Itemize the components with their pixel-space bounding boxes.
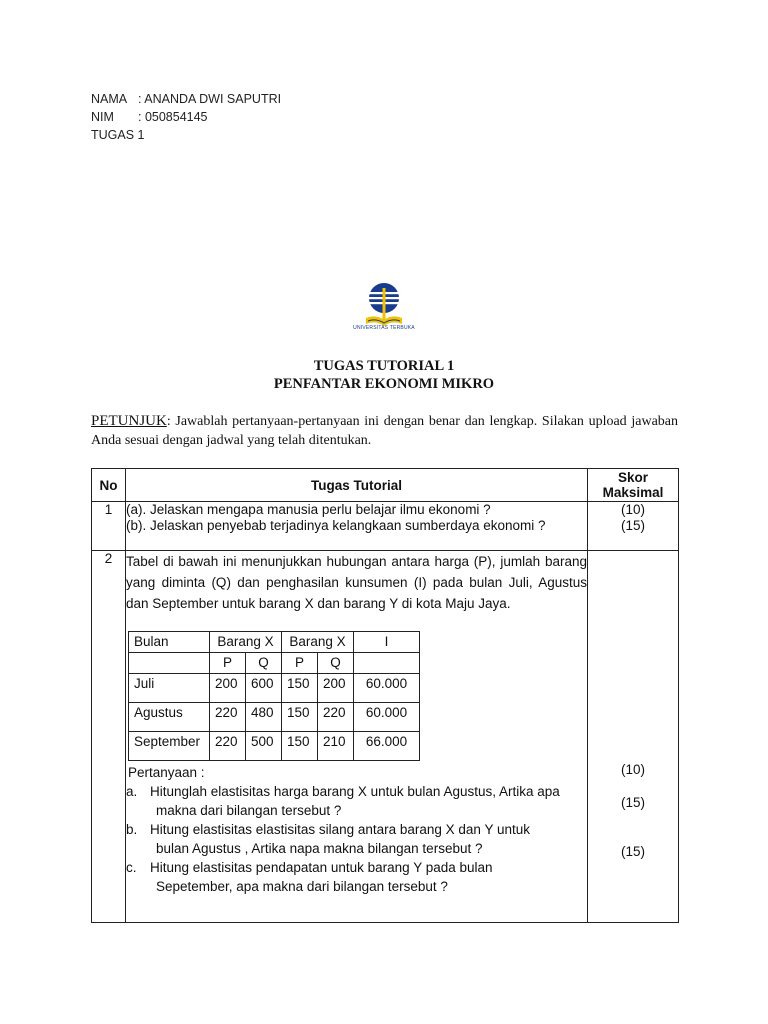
- header-task: Tugas Tutorial: [126, 469, 588, 502]
- cell-p1: 220: [210, 703, 246, 732]
- header-score: [588, 469, 679, 502]
- question-c-line-1: Hitung elastisitas pendapatan untuk barang Y pada bulan: [150, 860, 493, 875]
- name-value: : ANANDA DWI SAPUTRI: [138, 92, 282, 106]
- cell-bulan: September: [129, 732, 210, 761]
- cell-p2: 150: [282, 703, 318, 732]
- col-barang-2: Barang X: [282, 632, 354, 653]
- cell-q2: 220: [318, 703, 354, 732]
- q1-no: 1: [92, 502, 126, 551]
- cell-i: 60.000: [354, 703, 420, 732]
- table-row: [92, 551, 679, 923]
- cell-p1: 220: [210, 732, 246, 761]
- cell-bulan: Juli: [129, 674, 210, 703]
- col-i: I: [354, 632, 420, 653]
- table-row: [129, 703, 420, 732]
- question-b-line-2: bulan Agustus , Artika napa makna bilangan tersebut ?: [156, 841, 483, 856]
- table-row: [129, 732, 420, 761]
- question-b-line-1: Hitung elastisitas elastisitas silang antara barang X dan Y untuk: [150, 822, 530, 837]
- cell-bulan: Agustus: [129, 703, 210, 732]
- instructions-text: : Jawablah pertanyaan-pertanyaan ini dengan benar dan lengkap. Silakan upload jawaban Anda sesuai dengan jadwal yang telah ditentukan.: [91, 414, 678, 448]
- q1-task: [126, 502, 588, 551]
- q1-part-a: (a). Jelaskan mengapa manusia perlu belajar ilmu ekonomi ?: [126, 502, 491, 517]
- cell-q1: 480: [246, 703, 282, 732]
- question-b: [126, 820, 587, 839]
- student-info: [91, 90, 281, 144]
- q1-score-b: (15): [620, 518, 645, 533]
- tutorial-table: [91, 468, 679, 923]
- question-a-line-1: Hitunglah elastisitas harga barang X untuk bulan Agustus, Artika apa: [150, 784, 560, 799]
- questions-label: Pertanyaan :: [128, 765, 205, 780]
- q2-score-c: (15): [620, 844, 645, 859]
- q1-part-b: (b). Jelaskan penyebab terjadinya kelangkaan sumberdaya ekonomi ?: [126, 518, 546, 533]
- sub-empty: [129, 653, 210, 674]
- universitas-terbuka-logo-icon: [346, 280, 422, 340]
- table-row: [129, 674, 420, 703]
- question-a: [126, 782, 587, 801]
- cell-q1: 500: [246, 732, 282, 761]
- col-bulan: Bulan: [129, 632, 210, 653]
- instructions: [91, 412, 678, 450]
- q2-questions: [126, 763, 587, 922]
- cell-q2: 200: [318, 674, 354, 703]
- header-score-line-1: Skor: [617, 470, 648, 485]
- sub-q1: Q: [246, 653, 282, 674]
- cell-i: 66.000: [354, 732, 420, 761]
- q2-task: [126, 551, 588, 923]
- question-a-letter: a.: [126, 784, 138, 799]
- cell-p1: 200: [210, 674, 246, 703]
- cell-i: 60.000: [354, 674, 420, 703]
- data-header-row: [129, 632, 420, 653]
- question-b-letter: b.: [126, 822, 138, 837]
- q2-score-b: (15): [620, 795, 645, 810]
- sub-i-empty: [354, 653, 420, 674]
- cell-q1: 600: [246, 674, 282, 703]
- q2-score: [588, 551, 679, 923]
- q2-intro: Tabel di bawah ini menunjukkan hubungan antara harga (P), jumlah barang yang diminta (Q) dan penghasilan kunsumen (I) pada bulan Juli, Agustus dan September untuk barang X dan barang Y di kota Maju Jaya.: [126, 554, 587, 611]
- header-no: No: [92, 469, 126, 502]
- q1-score: [588, 502, 679, 551]
- q2-score-a: (10): [620, 762, 645, 777]
- student-nim-row: [91, 108, 281, 126]
- nim-label: NIM: [91, 110, 114, 124]
- name-label: NAMA: [91, 92, 128, 106]
- header-score-line-2: Maksimal: [602, 485, 664, 500]
- q1-score-a: (10): [620, 502, 645, 517]
- question-c: [126, 858, 587, 877]
- nim-value: : 050854145: [138, 110, 208, 124]
- col-barang-1: Barang X: [210, 632, 282, 653]
- cell-p2: 150: [282, 732, 318, 761]
- table-header-row: [92, 469, 679, 502]
- title-line-1: TUGAS TUTORIAL 1: [313, 358, 455, 374]
- logo-caption: UNIVERSITAS TERBUKA: [353, 325, 415, 331]
- table-row: [92, 502, 679, 551]
- question-a-line-2: makna dari bilangan tersebut ?: [156, 803, 342, 818]
- price-quantity-table: [128, 631, 420, 761]
- question-c-letter: c.: [126, 860, 137, 875]
- assignment-label: TUGAS 1: [91, 128, 145, 142]
- data-subheader-row: [129, 653, 420, 674]
- student-name-row: [91, 90, 281, 108]
- sub-q2: Q: [318, 653, 354, 674]
- sub-p2: P: [282, 653, 318, 674]
- assignment-row: [91, 126, 281, 144]
- instructions-heading: PETUNJUK: [91, 413, 167, 429]
- sub-p1: P: [210, 653, 246, 674]
- cell-p2: 150: [282, 674, 318, 703]
- document-title: [0, 357, 768, 393]
- cell-q2: 210: [318, 732, 354, 761]
- question-c-line-2: Sepetember, apa makna dari bilangan tersebut ?: [156, 879, 448, 894]
- q2-no: 2: [92, 551, 126, 923]
- title-line-2: PENFANTAR EKONOMI MIKRO: [273, 376, 495, 392]
